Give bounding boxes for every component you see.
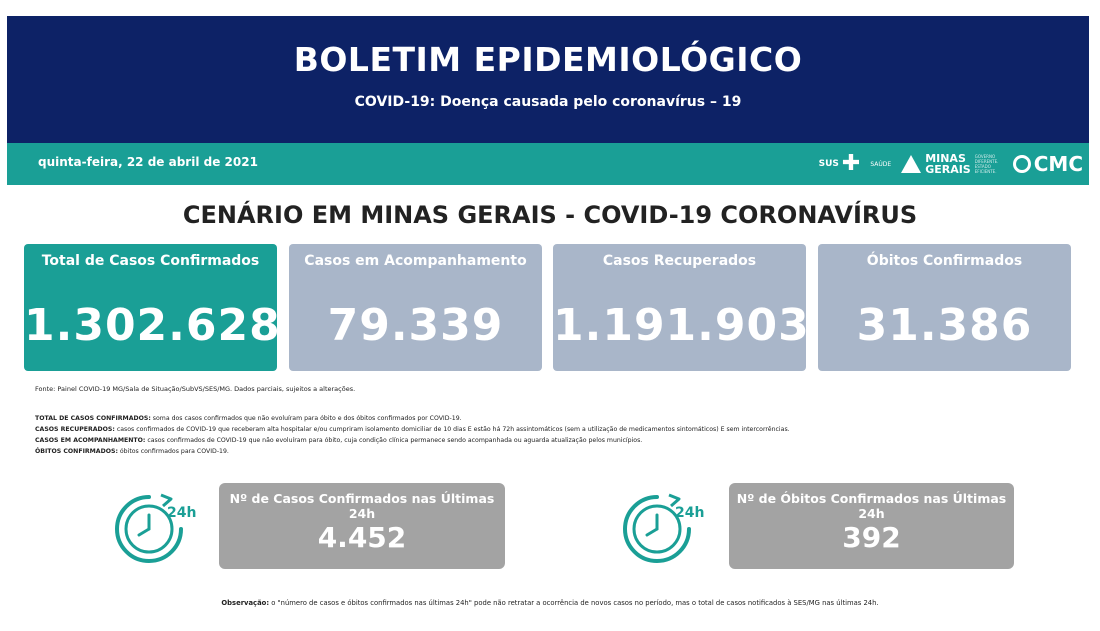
svg-text:24h: 24h [167,505,197,521]
box-label: Nº de Óbitos Confirmados nas Últimas 24h [736,491,1007,521]
card-label: Total de Casos Confirmados [41,253,260,269]
svg-text:24h: 24h [675,505,705,521]
box-label: Nº de Casos Confirmados nas Últimas 24h [229,491,495,521]
card-value: 1.302.628 [24,300,281,351]
card-label: Óbitos Confirmados [866,253,1023,269]
mg-line1: MINAS [925,152,966,165]
definitions [35,413,790,457]
card-total-confirmed [24,244,281,371]
cmc-text: CMC [1033,152,1083,176]
bulletin-header [7,16,1089,143]
clock-24h-icon [109,489,197,569]
source-note: Fonte: Painel COVID-19 MG/Sala de Situação/SubVS/SES/MG. Dados parciais, sujeitos a alterações. [35,385,356,393]
definition-item: CASOS EM ACOMPANHAMENTO: casos confirmados de COVID-19 que não evoluíram para óbito, cuja condição clínica permanece sendo acompanhada ou aguarda atualização pelos municípios. [35,437,643,444]
sus-text: SUS [818,159,839,169]
card-recovered [553,244,810,371]
saude-text: SAÚDE [870,160,892,168]
card-monitoring [289,244,542,371]
ring-icon [1013,155,1031,173]
box-value: 392 [842,521,901,554]
definition-item: TOTAL DE CASOS CONFIRMADOS: soma dos casos confirmados que não evoluíram para óbito e dos óbitos confirmados por COVID-19. [35,415,462,422]
cmc-logo [1013,152,1083,176]
sus-logo [818,151,861,176]
triangle-icon [901,155,921,173]
clock-24h-icon [617,489,705,569]
minas-gerais-logo [901,153,1003,175]
bulletin-date: quinta-feira, 22 de abril de 2021 [38,155,258,169]
definition-item: CASOS RECUPERADOS: casos confirmados de COVID-19 que receberam alta hospitalar e/ou cumpriram isolamento domiciliar de 10 dias E estão há 72h assintomáticos (sem a utilização de medicamentos sintomáticos) E sem intercorrências. [35,426,790,433]
box-cases-24h [219,483,505,569]
bulletin-subtitle: COVID-19: Doença causada pelo coronavírus – 19 [354,94,742,110]
card-deaths [818,244,1071,371]
logos [819,149,1083,179]
card-label: Casos Recuperados [602,253,757,269]
box-deaths-24h [729,483,1014,569]
date-bar [7,143,1089,185]
scenario-title: CENÁRIO EM MINAS GERAIS - COVID-19 CORONAVÍRUS [182,201,918,229]
card-value: 1.191.903 [553,300,810,351]
card-label: Casos em Acompanhamento [304,253,527,269]
mg-line2: GERAIS [925,163,971,176]
plus-icon: ✚ [841,151,861,176]
mg-slogan: GOVERNO DIFERENTE. ESTADO EFICIENTE. [974,154,999,174]
box-value: 4.452 [317,521,407,554]
observation-note: Observação: o "número de casos e óbitos confirmados nas últimas 24h" pode não retratar a ocorrência de novos casos no período, mas o total de casos notificados à SES/MG nas últimas 24h. [221,599,879,607]
bulletin-title: BOLETIM EPIDEMIOLÓGICO [293,40,803,79]
card-value: 79.339 [327,300,504,351]
definition-item: ÓBITOS CONFIRMADOS: óbitos confirmados para COVID-19. [35,448,229,455]
card-value: 31.386 [856,300,1033,351]
